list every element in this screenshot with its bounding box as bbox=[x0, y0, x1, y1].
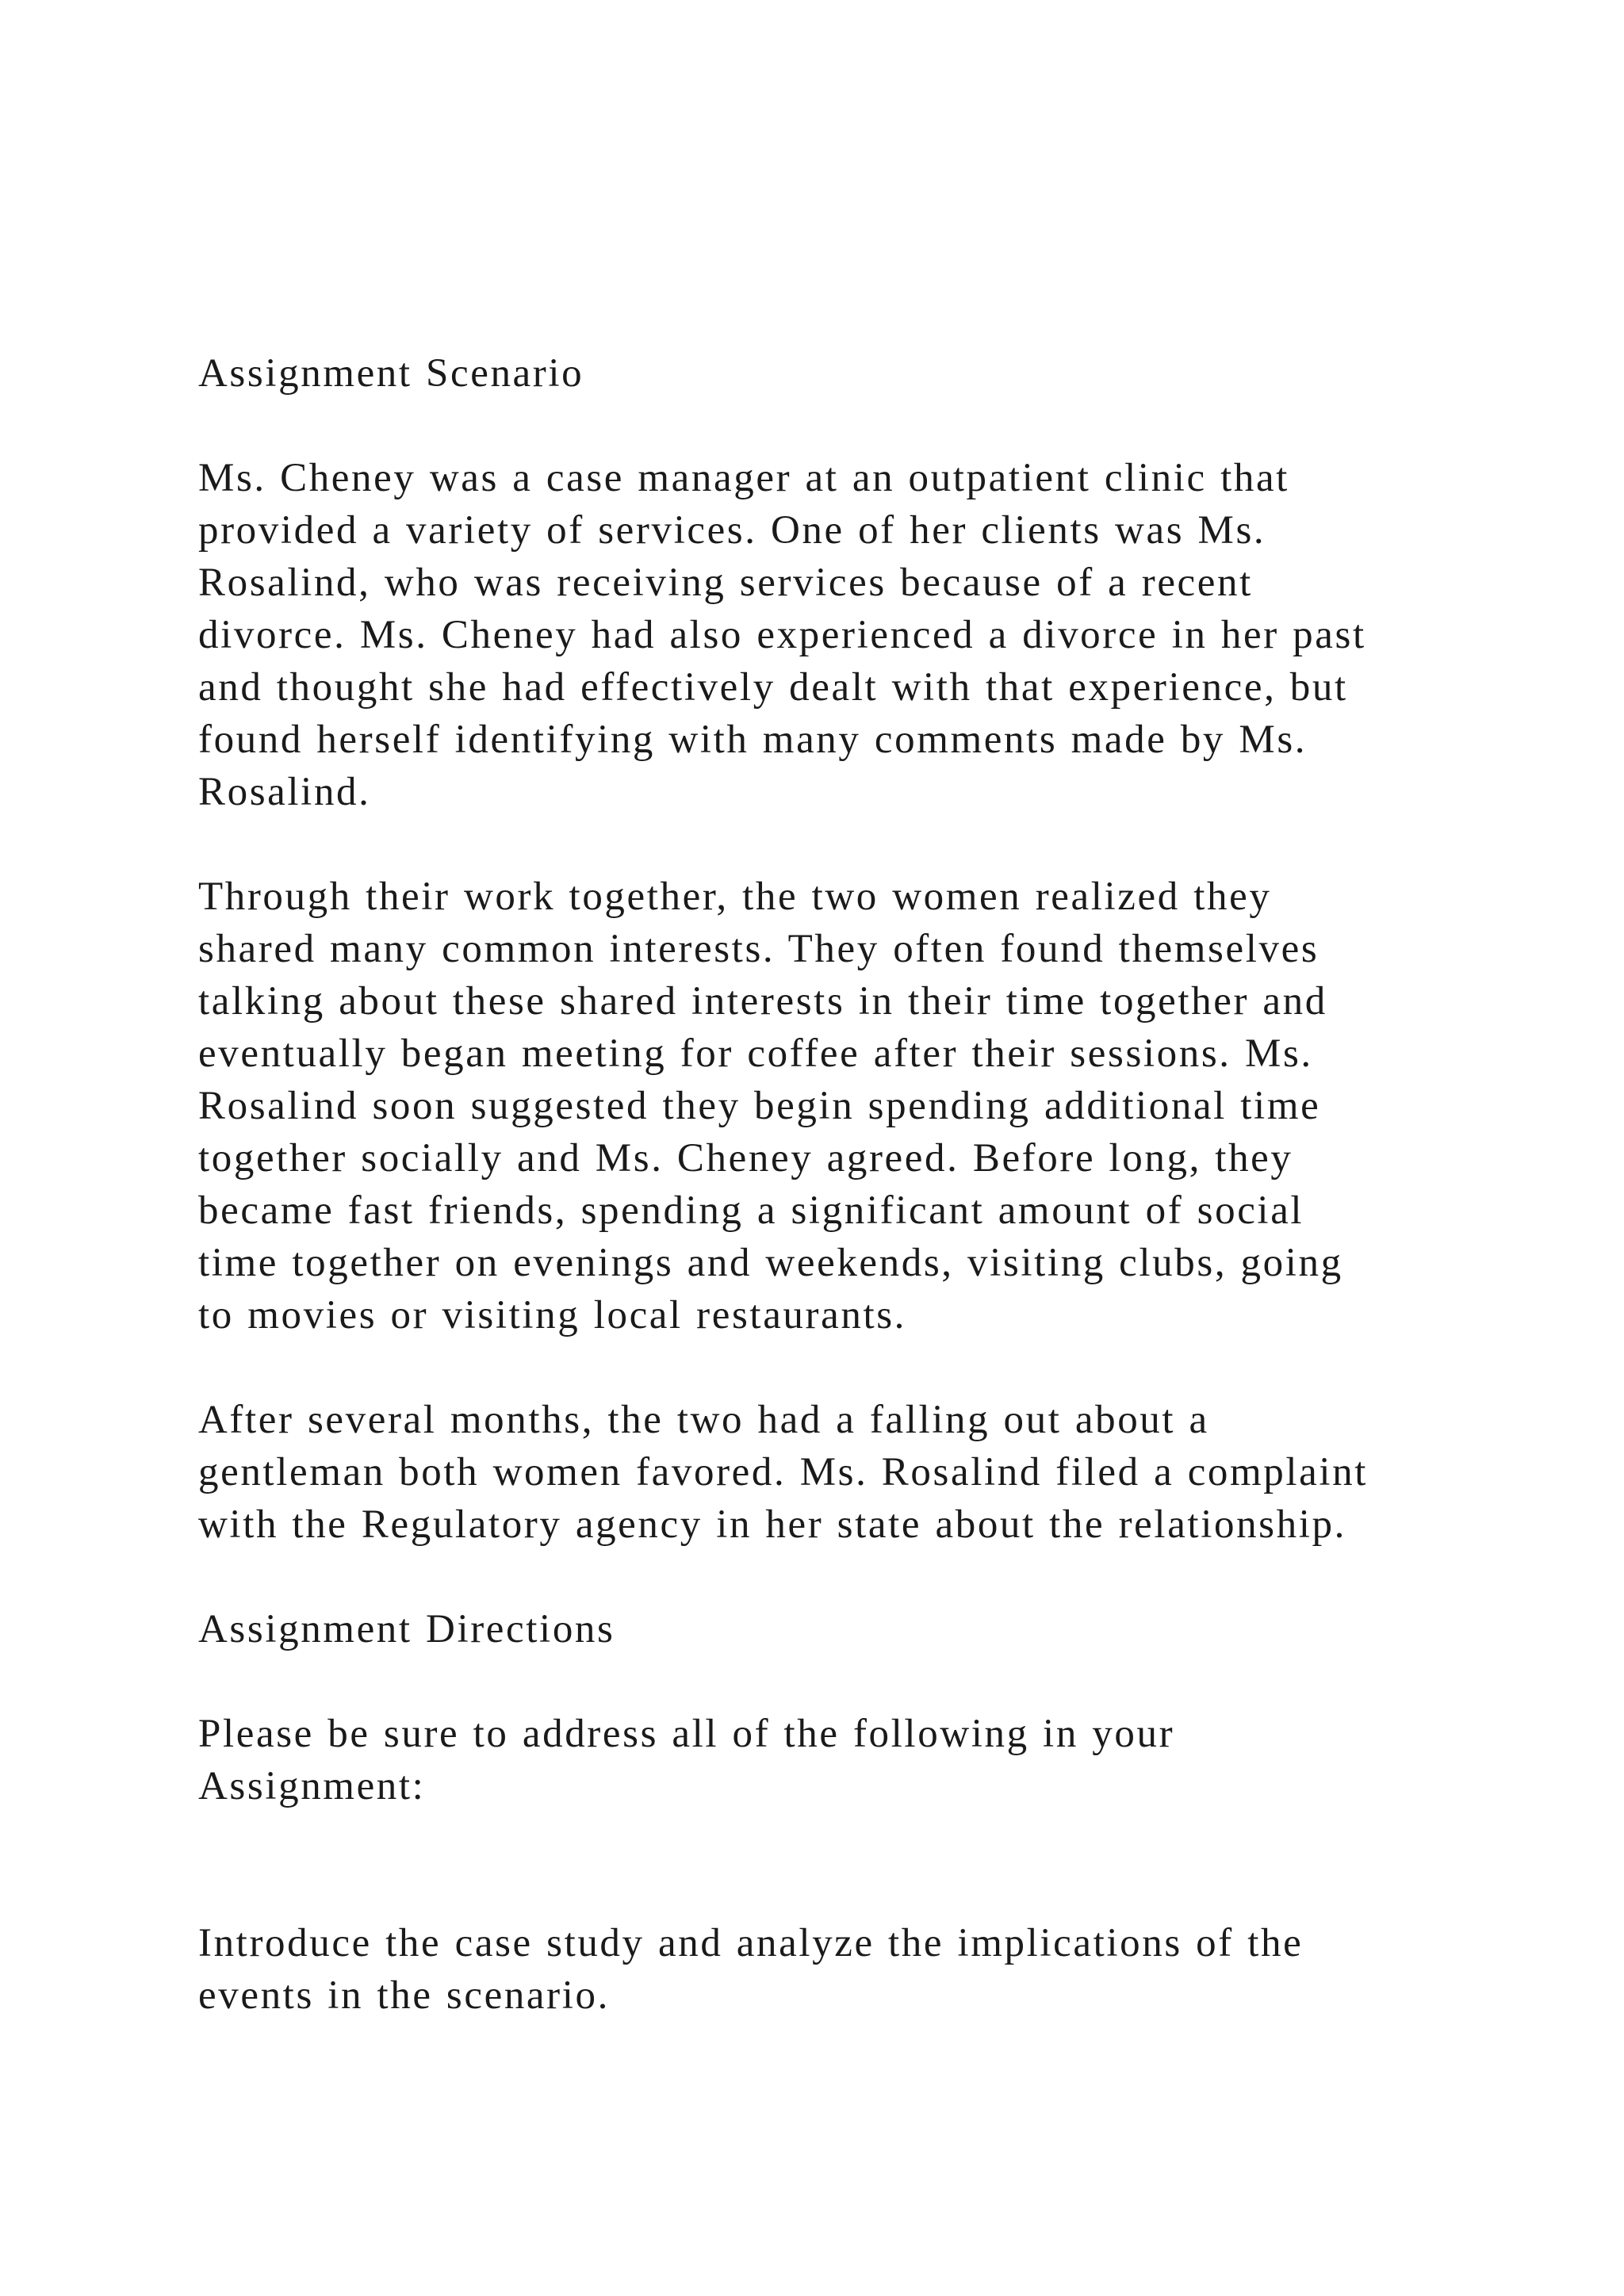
directions-heading: Assignment Directions bbox=[198, 1607, 615, 1651]
text-line: Please be sure to address all of the following in your bbox=[198, 1712, 1175, 1756]
directions-paragraph-1 bbox=[198, 1708, 1499, 1812]
text-line: became fast friends, spending a significant amount of social bbox=[198, 1188, 1304, 1233]
directions-paragraph-2 bbox=[198, 1917, 1499, 2022]
scenario-paragraph-3 bbox=[198, 1394, 1499, 1551]
text-line: eventually began meeting for coffee after their sessions. Ms. bbox=[198, 1031, 1313, 1076]
text-line: Rosalind. bbox=[198, 770, 371, 814]
scenario-paragraph-2 bbox=[198, 871, 1499, 1341]
text-line: After several months, the two had a falling out about a bbox=[198, 1398, 1209, 1442]
text-line: Ms. Cheney was a case manager at an outpatient clinic that bbox=[198, 456, 1289, 500]
text-line: Rosalind, who was receiving services because of a recent bbox=[198, 561, 1253, 605]
text-line: Assignment: bbox=[198, 1764, 426, 1808]
text-line: shared many common interests. They often found themselves bbox=[198, 927, 1320, 971]
document-page bbox=[198, 347, 1499, 2022]
text-line: divorce. Ms. Cheney had also experienced a divorce in her past bbox=[198, 613, 1366, 657]
text-line: talking about these shared interests in their time together and bbox=[198, 979, 1327, 1024]
text-line: and thought she had effectively dealt with that experience, but bbox=[198, 665, 1348, 710]
text-line: together socially and Ms. Cheney agreed. Before long, they bbox=[198, 1136, 1293, 1181]
text-line: to movies or visiting local restaurants. bbox=[198, 1293, 907, 1337]
text-line: Rosalind soon suggested they begin spending additional time bbox=[198, 1084, 1321, 1128]
text-line: events in the scenario. bbox=[198, 1973, 610, 2018]
text-line: time together on evenings and weekends, visiting clubs, going bbox=[198, 1241, 1343, 1285]
text-line: provided a variety of services. One of her clients was Ms. bbox=[198, 508, 1266, 553]
text-line: gentleman both women favored. Ms. Rosalind filed a complaint bbox=[198, 1450, 1369, 1494]
text-line: with the Regulatory agency in her state about the relationship. bbox=[198, 1502, 1346, 1547]
text-line: Through their work together, the two women realized they bbox=[198, 874, 1272, 919]
text-line: Introduce the case study and analyze the implications of the bbox=[198, 1921, 1304, 1965]
scenario-heading: Assignment Scenario bbox=[198, 351, 584, 396]
scenario-paragraph-1 bbox=[198, 452, 1499, 818]
text-line: found herself identifying with many comments made by Ms. bbox=[198, 718, 1308, 762]
